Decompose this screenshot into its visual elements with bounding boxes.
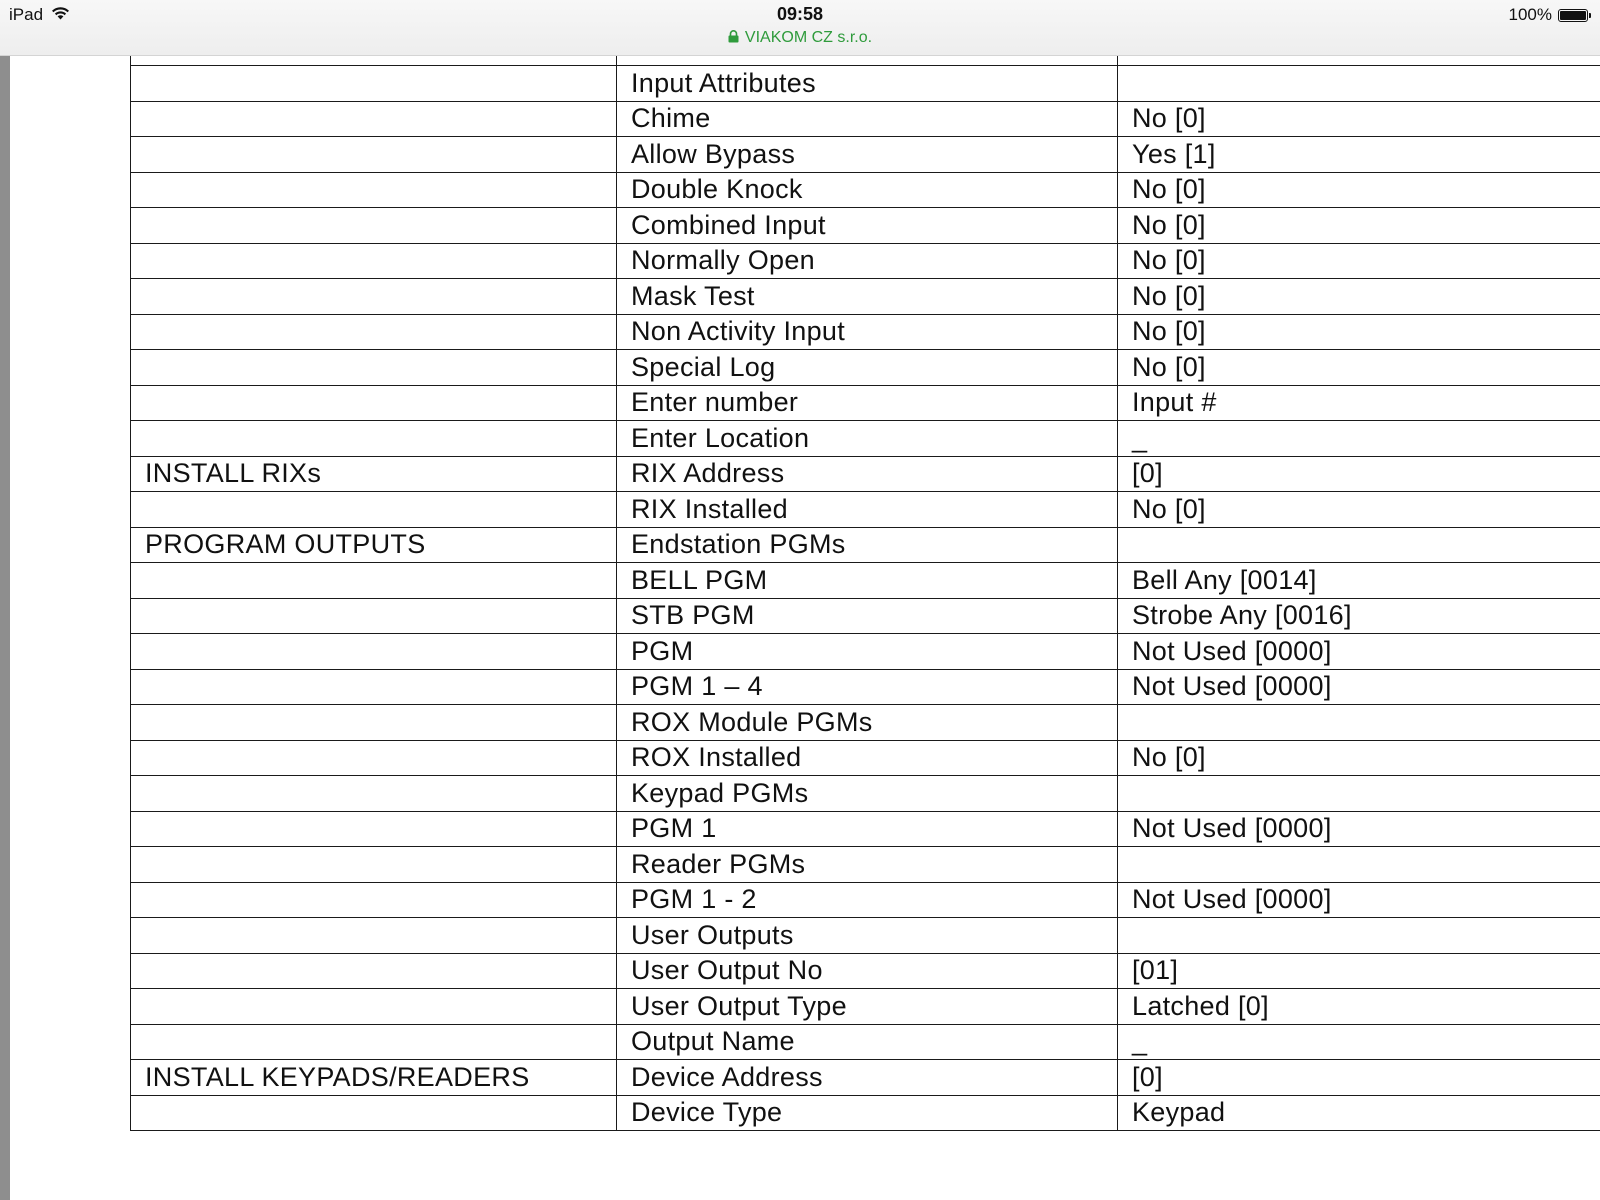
section-cell — [131, 314, 617, 350]
value-cell — [1118, 918, 1600, 954]
section-cell — [131, 918, 617, 954]
section-cell: INSTALL RIXs — [131, 456, 617, 492]
section-cell — [131, 705, 617, 741]
value-cell: No [0] — [1118, 492, 1600, 528]
table-row — [131, 66, 1600, 102]
value-cell — [1118, 527, 1600, 563]
value-cell: Not Used [0000] — [1118, 882, 1600, 918]
battery-percent: 100% — [1508, 5, 1552, 24]
section-cell — [131, 1095, 617, 1131]
setting-cell: STB PGM — [617, 598, 1118, 634]
value-cell — [1118, 776, 1600, 812]
value-cell: No [0] — [1118, 243, 1600, 279]
setting-cell: Output Name — [617, 1024, 1118, 1060]
value-cell: Input # — [1118, 385, 1600, 421]
section-cell — [131, 492, 617, 528]
site-name: VIAKOM CZ s.r.o. — [744, 29, 873, 46]
setting-cell: PGM — [617, 634, 1118, 670]
value-cell: No [0] — [1118, 350, 1600, 386]
value-cell: [01] — [1118, 953, 1600, 989]
table-row — [131, 1095, 1600, 1131]
value-cell: Not Used [0000] — [1118, 811, 1600, 847]
section-cell — [131, 598, 617, 634]
setting-cell: BELL PGM — [617, 563, 1118, 599]
value-cell: No [0] — [1118, 740, 1600, 776]
table-row — [131, 882, 1600, 918]
setting-cell: RIX Installed — [617, 492, 1118, 528]
section-cell — [131, 811, 617, 847]
table-row — [131, 208, 1600, 244]
section-cell — [131, 172, 617, 208]
value-cell — [1118, 705, 1600, 741]
value-cell: [0] — [1118, 1060, 1600, 1096]
status-right — [1509, 5, 1588, 25]
value-cell: [0] — [1118, 456, 1600, 492]
value-cell: _ — [1118, 421, 1600, 457]
setting-cell: User Output No — [617, 953, 1118, 989]
section-cell — [131, 243, 617, 279]
setting-cell: Chime — [617, 101, 1118, 137]
value-cell: No [0] — [1118, 279, 1600, 315]
value-cell: No [0] — [1118, 208, 1600, 244]
table-row — [131, 953, 1600, 989]
setting-cell: RIX Address — [617, 456, 1118, 492]
setting-cell: Mask Test — [617, 279, 1118, 315]
setting-cell: Keypad PGMs — [617, 776, 1118, 812]
table-row — [131, 314, 1600, 350]
value-cell: Latched [0] — [1118, 989, 1600, 1025]
setting-cell: Allow Bypass — [617, 137, 1118, 173]
value-cell — [1118, 66, 1600, 102]
section-cell — [131, 563, 617, 599]
table-row — [131, 740, 1600, 776]
table-row — [131, 101, 1600, 137]
clock: 09:58 — [776, 4, 824, 24]
setting-cell: Double Knock — [617, 172, 1118, 208]
table-row — [131, 421, 1600, 457]
table-row — [131, 811, 1600, 847]
table-row — [131, 172, 1600, 208]
setting-cell: PGM 1 — [617, 811, 1118, 847]
table-row — [131, 989, 1600, 1025]
section-cell — [131, 279, 617, 315]
setting-cell: ROX Installed — [617, 740, 1118, 776]
section-cell — [131, 953, 617, 989]
value-cell — [1118, 847, 1600, 883]
value-cell: Not Used [0000] — [1118, 634, 1600, 670]
section-cell — [131, 776, 617, 812]
section-cell — [131, 66, 617, 102]
section-cell — [131, 137, 617, 173]
table-row — [131, 527, 1600, 563]
section-cell: INSTALL KEYPADS/READERS — [131, 1060, 617, 1096]
setting-cell: Enter number — [617, 385, 1118, 421]
section-cell — [131, 882, 617, 918]
section-cell — [131, 634, 617, 670]
table-row — [131, 456, 1600, 492]
setting-cell: Special Log — [617, 350, 1118, 386]
section-cell — [131, 208, 617, 244]
setting-cell: Combined Input — [617, 208, 1118, 244]
table-row — [131, 776, 1600, 812]
table-row — [131, 847, 1600, 883]
setting-cell: Device Type — [617, 1095, 1118, 1131]
section-cell — [131, 740, 617, 776]
setting-cell: PGM 1 - 2 — [617, 882, 1118, 918]
table-row — [131, 385, 1600, 421]
setting-cell: ROX Module PGMs — [617, 705, 1118, 741]
lock-icon — [728, 30, 739, 48]
section-cell — [131, 101, 617, 137]
table-row — [131, 634, 1600, 670]
table-row — [131, 669, 1600, 705]
ios-status-bar — [0, 0, 1600, 56]
setting-cell: Reader PGMs — [617, 847, 1118, 883]
table-row — [131, 705, 1600, 741]
table-row — [131, 243, 1600, 279]
section-cell — [131, 669, 617, 705]
setting-cell: Endstation PGMs — [617, 527, 1118, 563]
value-cell: No [0] — [1118, 314, 1600, 350]
setting-cell: Non Activity Input — [617, 314, 1118, 350]
table-row — [131, 1024, 1600, 1060]
table-row — [131, 1060, 1600, 1096]
value-cell: Keypad — [1118, 1095, 1600, 1131]
value-cell: _ — [1118, 1024, 1600, 1060]
table-row — [131, 492, 1600, 528]
site-name-bar[interactable] — [0, 29, 1600, 48]
table-row — [131, 598, 1600, 634]
setting-cell: User Outputs — [617, 918, 1118, 954]
section-cell — [131, 421, 617, 457]
document-page[interactable] — [130, 28, 1600, 1131]
value-cell: No [0] — [1118, 172, 1600, 208]
section-cell — [131, 1024, 617, 1060]
value-cell: No [0] — [1118, 101, 1600, 137]
value-cell: Yes [1] — [1118, 137, 1600, 173]
page-edge-strip — [0, 56, 10, 1200]
table-row — [131, 918, 1600, 954]
setting-cell: Device Address — [617, 1060, 1118, 1096]
table-row — [131, 137, 1600, 173]
table-row — [131, 563, 1600, 599]
setting-cell: Normally Open — [617, 243, 1118, 279]
section-cell — [131, 350, 617, 386]
table-row — [131, 350, 1600, 386]
setting-cell: Input Attributes — [617, 66, 1118, 102]
value-cell: Strobe Any [0016] — [1118, 598, 1600, 634]
section-cell: PROGRAM OUTPUTS — [131, 527, 617, 563]
settings-table — [130, 28, 1600, 1131]
section-cell — [131, 989, 617, 1025]
table-row — [131, 279, 1600, 315]
value-cell: Not Used [0000] — [1118, 669, 1600, 705]
device-name: iPad — [9, 5, 44, 24]
setting-cell: User Output Type — [617, 989, 1118, 1025]
section-cell — [131, 385, 617, 421]
section-cell — [131, 847, 617, 883]
value-cell: Bell Any [0014] — [1118, 563, 1600, 599]
setting-cell: PGM 1 – 4 — [617, 669, 1118, 705]
battery-icon — [1558, 9, 1588, 22]
setting-cell: Enter Location — [617, 421, 1118, 457]
